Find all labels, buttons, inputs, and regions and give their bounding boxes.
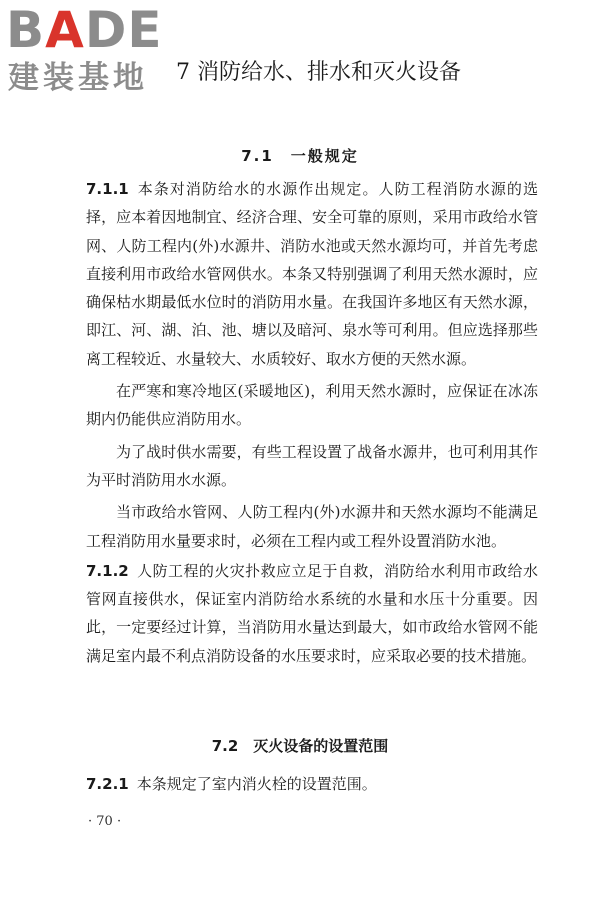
- logo-letter-a-accent: A: [45, 1, 85, 59]
- clause-number: 7.1.1: [86, 180, 129, 198]
- section-7-1-body: [86, 175, 538, 670]
- clause-number: 7.2.1: [86, 775, 129, 793]
- clause-text: 本条对消防给水的水源作出规定。人防工程消防水源的选择，应本着因地制宜、经济合理、安全可靠的原则，采用市政给水管网、人防工程内(外)水源井、消防水池或天然水源均可，并首先考虑直接利用市政给水管网供水。本条又特别强调了利用天然水源时，应确保枯水期最低水位时的消防用水量。在我国许多地区有天然水源，即江、河、湖、泊、池、塘以及暗河、泉水等可利用。但应选择那些离工程较近、水量较大、水质较好、取水方便的天然水源。: [86, 180, 538, 368]
- chapter-title: [176, 58, 461, 88]
- logo-subtitle: 建装基地: [8, 60, 148, 96]
- brand-logo: [6, 2, 181, 98]
- clause-text: 本条规定了室内消火栓的设置范围。: [136, 775, 377, 793]
- section-7-2-body: [86, 770, 538, 798]
- paragraph-wartime-supply: 为了战时供水需要，有些工程设置了战备水源井，也可利用其作为平时消防用水水源。: [86, 442, 538, 489]
- page-number: · 70 ·: [88, 814, 122, 829]
- clause-7-2-1: [86, 770, 538, 798]
- section-heading-7-1: 7.1 一般规定: [241, 147, 359, 165]
- paragraph-cold-regions: 在严寒和寒冷地区(采暖地区)，利用天然水源时，应保证在冰冻期内仍能供应消防用水。: [86, 382, 538, 429]
- paragraph-fire-pool: 当市政给水管网、人防工程内(外)水源井和天然水源均不能满足工程消防用水量要求时，必须在工程内或工程外设置消防水池。: [86, 503, 538, 550]
- chapter-number: 7: [176, 60, 190, 85]
- logo-letter-b: B: [6, 1, 46, 59]
- section-heading-7-2: 7.2 灭火设备的设置范围: [211, 737, 389, 755]
- logo-wordmark: [6, 2, 163, 58]
- clause-text: 人防工程的火灾扑救应立足于自救，消防给水利用市政给水管网直接供水，保证室内消防给水系统的水量和水压十分重要。因此，一定要经过计算，当消防用水量达到最大，如市政给水管网不能满足室内最不利点消防设备的水压要求时，应采取必要的技术措施。: [86, 561, 538, 665]
- clause-number: 7.1.2: [86, 561, 129, 580]
- logo-letters-de: DE: [84, 1, 163, 59]
- chapter-title-text: 消防给水、排水和灭火设备: [197, 60, 462, 85]
- clause-7-1-2: [86, 557, 538, 670]
- clause-7-1-1: [86, 175, 538, 373]
